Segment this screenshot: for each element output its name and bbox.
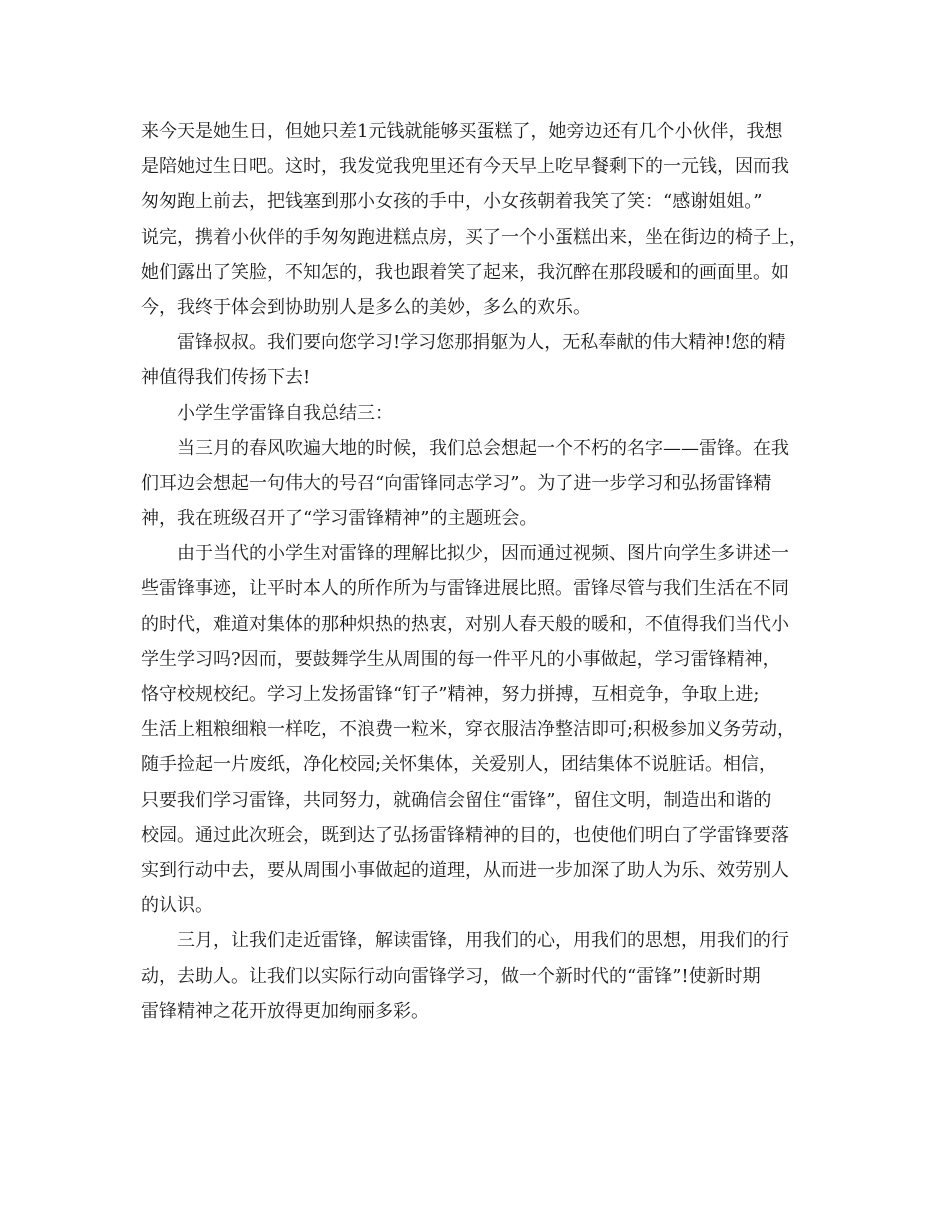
text-line: 是陪她过生日吧。这时，我发觉我兜里还有今天早上吃早餐剩下的一元钱，因而我 <box>141 156 789 178</box>
text-line: 校园。通过此次班会，既到达了弘扬雷锋精神的目的，也使他们明白了学雷锋要落 <box>141 824 789 846</box>
text-line: 由于当代的小学生对雷锋的理解比拟少，因而通过视频、图片向学生多讲述一 <box>177 543 789 565</box>
document-body <box>141 114 824 1029</box>
text-line: 实到行动中去，要从周围小事做起的道理，从而进一步加深了助人为乐、效劳别人 <box>141 859 789 881</box>
text-line: 神值得我们传扬下去! <box>141 367 311 389</box>
text-line: 些雷锋事迹，让平时本人的所作所为与雷锋进展比照。雷锋尽管与我们生活在不同 <box>141 578 789 600</box>
text-line: 只要我们学习雷锋，共同努力，就确信会留住“雷锋”，留住文明，制造出和谐的 <box>141 789 772 811</box>
text-line: 的认识。 <box>141 895 213 917</box>
text-line: 匆匆跑上前去，把钱塞到那小女孩的手中，小女孩朝着我笑了笑：“感谢姐姐。” <box>141 191 763 213</box>
text-line: 动，去助人。让我们以实际行动向雷锋学习，做一个新时代的“雷锋”!使新时期 <box>141 965 761 987</box>
text-line: 生活上粗粮细粮一样吃，不浪费一粒米，穿衣服洁净整洁即可;积极参加义务劳动， <box>141 719 796 741</box>
text-line: 她们露出了笑脸，不知怎的，我也跟着笑了起来，我沉醉在那段暖和的画面里。如 <box>141 261 789 283</box>
text-line: 神，我在班级召开了“学习雷锋精神”的主题班会。 <box>141 508 538 530</box>
text-line: 的时代，难道对集体的那种炽热的热衷，对别人春天般的暖和，不值得我们当代小 <box>141 613 789 635</box>
text-line: 雷锋精神之花开放得更加绚丽多彩。 <box>141 1000 429 1022</box>
text-line: 说完，携着小伙伴的手匆匆跑进糕点房，买了一个小蛋糕出来，坐在街边的椅子上， <box>141 226 807 248</box>
text-line: 当三月的春风吹遍大地的时候，我们总会想起一个不朽的名字——雷锋。在我 <box>177 437 789 459</box>
text-line: 今，我终于体会到协助别人是多么的美妙，多么的欢乐。 <box>141 296 591 318</box>
text-line: 小学生学雷锋自我总结三： <box>177 402 393 424</box>
text-line: 三月，让我们走近雷锋，解读雷锋，用我们的心，用我们的思想，用我们的行 <box>177 930 789 952</box>
text-line: 们耳边会想起一句伟大的号召“向雷锋同志学习”。为了进一步学习和弘扬雷锋精 <box>141 472 772 494</box>
text-line: 来今天是她生日，但她只差1元钱就能够买蛋糕了，她旁边还有几个小伙伴，我想 <box>141 121 783 142</box>
text-line: 雷锋叔叔。我们要向您学习!学习您那捐躯为人，无私奉献的伟大精神!您的精 <box>177 332 786 354</box>
text-line: 随手捡起一片废纸，净化校园;关怀集体，关爱别人，团结集体不说脏话。相信， <box>141 754 778 776</box>
text-line: 学生学习吗?因而，要鼓舞学生从周围的每一件平凡的小事做起，学习雷锋精神， <box>141 648 781 670</box>
text-line: 恪守校规校纪。学习上发扬雷锋“钉子”精神，努力拼搏，互相竞争，争取上进; <box>141 684 760 705</box>
